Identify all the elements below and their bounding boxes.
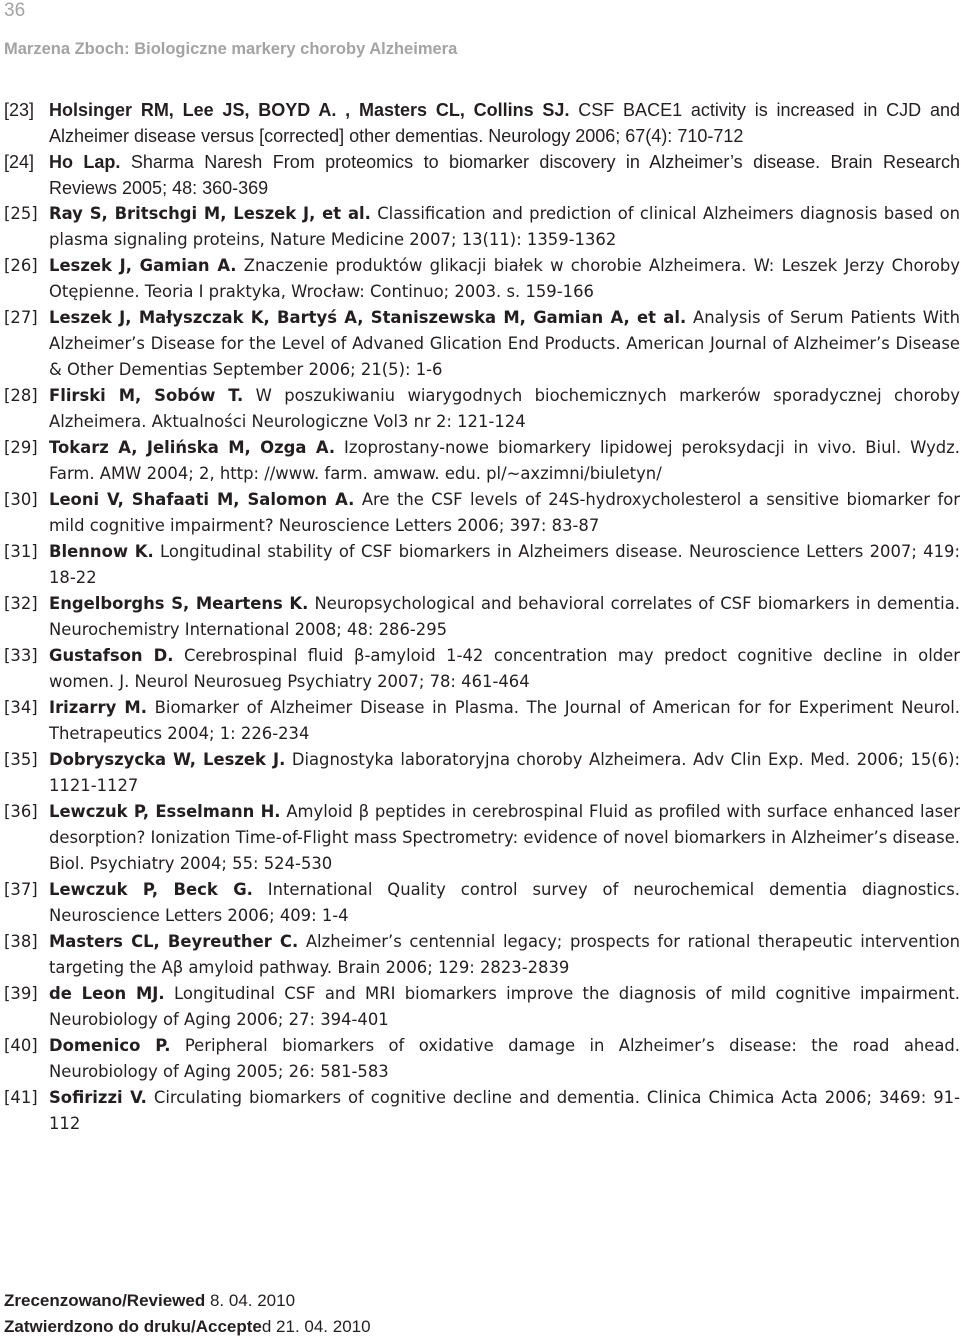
header-author: Marzena Zboch:	[4, 40, 130, 58]
reference-authors: Leszek J, Małyszczak K, Bartyś A, Staniszewska M, Gamian A, et al.	[49, 308, 687, 327]
reference-authors: Domenico P.	[49, 1036, 171, 1055]
reference-authors: Engelborghs S, Meartens K.	[49, 594, 309, 613]
reference-number: [38]	[4, 932, 38, 951]
reference-item	[4, 1085, 960, 1137]
reference-item	[4, 149, 960, 201]
reference-text: Diagnostyka laboratoryjna choroby Alzheimera. Adv Clin Exp. Med. 2006; 15(6): 1121-1127	[49, 750, 960, 795]
reference-authors: Ho Lap.	[49, 152, 121, 172]
reference-text: Biomarker of Alzheimer Disease in Plasma. The Journal of American for for Experiment Neurol. Thetrapeutics 2004; 1: 226-234	[49, 698, 960, 743]
reference-item	[4, 877, 960, 929]
reference-authors: Irizarry M.	[49, 698, 147, 717]
accepted-date: d 21. 04. 2010	[261, 1317, 371, 1336]
reference-number: [28]	[4, 386, 38, 405]
reference-number: [40]	[4, 1036, 38, 1055]
reference-item	[4, 539, 960, 591]
reference-number: [25]	[4, 204, 38, 223]
reference-number: [31]	[4, 542, 38, 561]
reference-text: Peripheral biomarkers of oxidative damage in Alzheimer’s disease: the road ahead. Neurobiology of Aging 2005; 26: 581-583	[49, 1036, 960, 1081]
reference-number: [37]	[4, 880, 38, 899]
reference-authors: Leszek J, Gamian A.	[49, 256, 237, 275]
header-title: Biologiczne markery choroby Alzheimera	[129, 40, 458, 58]
reference-authors: Lewczuk P, Esselmann H.	[49, 802, 281, 821]
reference-text: Circulating biomarkers of cognitive decline and dementia. Clinica Chimica Acta 2006; 3469: 91-112	[49, 1088, 960, 1133]
reference-number: [41]	[4, 1088, 38, 1107]
reference-item	[4, 591, 960, 643]
reference-text: Neuropsychological and behavioral correlates of CSF biomarkers in dementia. Neurochemistry International 2008; 48: 286-295	[49, 594, 960, 639]
reference-text: Amyloid β peptides in cerebrospinal Fluid as profiled with surface enhanced laser desorption? Ionization Time-of-Flight mass Spectrometry: evidence of novel biomarkers in Alzheimer’s disease. Biol. Psychiatry 2004; 55: 524-530	[49, 802, 960, 873]
reference-text: Znaczenie produktów glikacji białek w chorobie Alzheimera. W: Leszek Jerzy Choroby Otępienne. Teoria I praktyka, Wrocław: Continuo; 2003. s. 159-166	[49, 256, 960, 301]
reference-item	[4, 383, 960, 435]
reference-authors: Flirski M, Sobów T.	[49, 386, 244, 405]
reference-authors: Gustafson D.	[49, 646, 174, 665]
reference-text: W poszukiwaniu wiarygodnych biochemicznych markerów sporadycznej choroby Alzheimera. Aktualności Neurologiczne Vol3 nr 2: 121-124	[49, 386, 960, 431]
reference-number: [23]	[4, 100, 35, 120]
reference-text: CSF BACE1 activity is increased in CJD and Alzheimer disease versus [corrected] other dementias. Neurology 2006; 67(4): 710-712	[49, 100, 960, 146]
reference-number: [36]	[4, 802, 38, 821]
reference-item	[4, 929, 960, 981]
reference-item	[4, 981, 960, 1033]
reference-authors: Ray S, Britschgi M, Leszek J, et al.	[49, 204, 371, 223]
reference-number: [30]	[4, 490, 38, 509]
reference-text: International Quality control survey of neurochemical dementia diagnostics. Neuroscience Letters 2006; 409: 1-4	[49, 880, 960, 925]
reviewed-line	[4, 1288, 371, 1314]
reference-authors: Tokarz A, Jelińska M, Ozga A.	[49, 438, 336, 457]
reference-item	[4, 201, 960, 253]
accepted-line	[4, 1314, 371, 1340]
reference-number: [34]	[4, 698, 38, 717]
reference-number: [39]	[4, 984, 38, 1003]
reference-authors: Leoni V, Shafaati M, Salomon A.	[49, 490, 355, 509]
reference-item	[4, 97, 960, 149]
reference-number: [24]	[4, 152, 35, 172]
reference-authors: de Leon MJ.	[49, 984, 165, 1003]
reference-item	[4, 799, 960, 877]
reference-text: Sharma Naresh From proteomics to biomarker discovery in Alzheimer’s disease. Brain Research Reviews 2005; 48: 360-369	[49, 152, 960, 198]
reference-text: Longitudinal CSF and MRI biomarkers improve the diagnosis of mild cognitive impairment. Neurobiology of Aging 2006; 27: 394-401	[49, 984, 960, 1029]
reference-number: [32]	[4, 594, 38, 613]
accepted-label: Zatwierdzono do druku/Accepte	[4, 1317, 262, 1336]
reference-item	[4, 747, 960, 799]
reference-number: [26]	[4, 256, 38, 275]
reference-authors: Blennow K.	[49, 542, 154, 561]
reference-item	[4, 1033, 960, 1085]
reference-item	[4, 435, 960, 487]
reference-text: Alzheimer’s centennial legacy; prospects for rational therapeutic intervention targeting the Aβ amyloid pathway. Brain 2006; 129: 2823-2839	[49, 932, 960, 977]
reviewed-label: Zrecenzowano/Reviewed	[4, 1291, 206, 1310]
reference-number: [35]	[4, 750, 38, 769]
reference-item	[4, 305, 960, 383]
reference-text: Analysis of Serum Patients With Alzheimer’s Disease for the Level of Advaned Glication End Products. American Journal of Alzheimer’s Disease & Other Dementias September 2006; 21(5): 1-6	[49, 308, 960, 379]
review-dates	[4, 1288, 371, 1340]
reference-authors: Dobryszycka W, Leszek J.	[49, 750, 286, 769]
reference-authors: Lewczuk P, Beck G.	[49, 880, 253, 899]
reference-authors: Masters CL, Beyreuther C.	[49, 932, 299, 951]
reference-text: Longitudinal stability of CSF biomarkers in Alzheimers disease. Neuroscience Letters 2007; 419: 18-22	[49, 542, 960, 587]
reference-item	[4, 487, 960, 539]
page-number: 36	[4, 0, 26, 21]
reference-item	[4, 643, 960, 695]
reference-list	[4, 97, 960, 1137]
reviewed-date: 8. 04. 2010	[205, 1291, 296, 1310]
reference-authors: Holsinger RM, Lee JS, BOYD A. , Masters CL, Collins SJ.	[49, 100, 570, 120]
reference-item	[4, 253, 960, 305]
reference-text: Are the CSF levels of 24S-hydroxycholesterol a sensitive biomarker for mild cognitive impairment? Neuroscience Letters 2006; 397: 83-87	[49, 490, 960, 535]
reference-text: Izoprostany-nowe biomarkery lipidowej peroksydacji in vivo. Biul. Wydz. Farm. AMW 2004; 2, http: //www. farm. amwaw. edu. pl/~axzimni/biuletyn/	[49, 438, 960, 483]
running-header	[4, 40, 457, 59]
reference-authors: Sofirizzi V.	[49, 1088, 147, 1107]
reference-number: [29]	[4, 438, 38, 457]
reference-item	[4, 695, 960, 747]
reference-number: [33]	[4, 646, 38, 665]
reference-number: [27]	[4, 308, 38, 327]
reference-text: Classification and prediction of clinical Alzheimers diagnosis based on plasma signaling proteins, Nature Medicine 2007; 13(11): 1359-1362	[49, 204, 960, 249]
reference-text: Cerebrospinal fluid β-amyloid 1-42 concentration may predoct cognitive decline in older women. J. Neurol Neurosueg Psychiatry 2007; 78: 461-464	[49, 646, 960, 691]
